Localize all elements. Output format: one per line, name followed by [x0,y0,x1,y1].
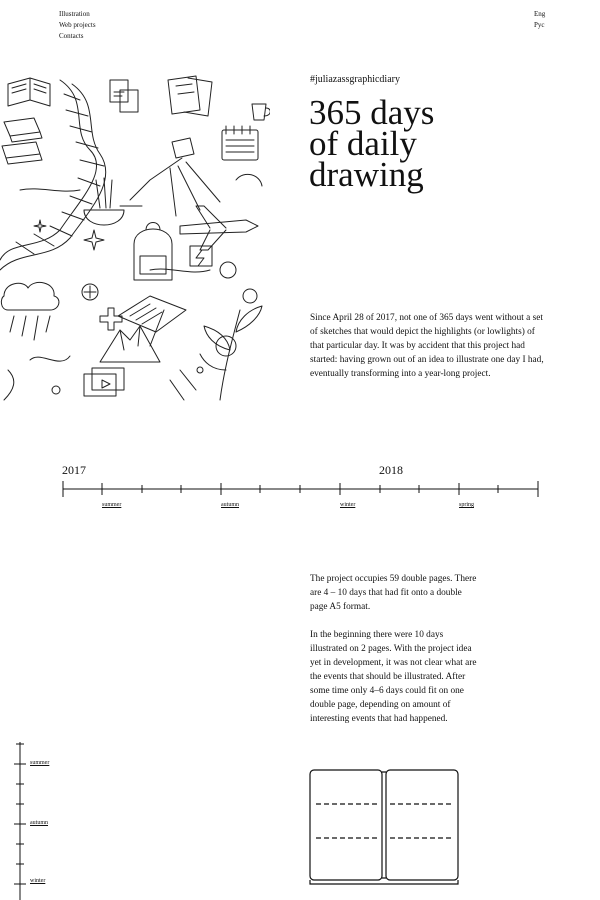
intro-paragraph: Since April 28 of 2017, not one of 365 days went without a set of sketches that would depict the highlights (or lowlights) of that particular day. It was by accident that this project had started: having grown out of an idea to illustrate one day I had, eventually transforming into a year-long project. [310,313,544,379]
timeline-season-winter[interactable]: winter [340,502,356,508]
desk-lamp-icon [120,138,220,216]
open-book-diagram [308,766,460,886]
misc-doodles [4,174,262,400]
doodle-illustration [0,70,270,410]
calendar-icon [222,126,258,160]
airplane-icon [180,206,258,250]
timeline-season-summer[interactable]: summer [102,502,122,508]
backpack-icon [134,223,172,281]
details-paragraph-1: The project occupies 59 double pages. There are 4 – 10 days that had fit onto a double page A5 format. [310,574,477,612]
plant-icon [200,306,262,400]
timeline-season-spring[interactable]: spring [459,502,474,508]
language-switcher [534,9,545,31]
hashtag: #juliazassgraphicdiary [310,74,400,85]
title-line: of daily [309,124,417,163]
ruler-season-winter[interactable]: winter [30,878,46,884]
main-nav [59,9,96,42]
ruler-season-autumn[interactable]: autumn [30,820,48,826]
nav-item-web-projects[interactable]: Web projects [59,21,96,29]
timeline-season-autumn[interactable]: autumn [221,502,239,508]
timeline-ruler [60,478,542,518]
timeline-year-2017: 2017 [62,463,86,477]
open-book-icon [8,78,50,106]
fruit-icon [82,262,257,303]
title-line: 365 days [309,93,435,132]
lang-rus[interactable]: Рус [534,21,545,29]
photo-cards-icon [84,368,124,396]
nav-item-contacts[interactable]: Contacts [59,32,84,40]
cloud-rain-icon [1,282,59,340]
mug-icon [252,104,270,120]
first-aid-icon [100,308,122,330]
details-paragraph-2: In the beginning there were 10 days illustrated on 2 pages. With the project idea yet in development, it was not clear what are the events that should be illustrated. After some time only 4–6 days could fit on one double page, depending on amount of interesting events that had happened. [310,630,477,724]
page-title [309,93,509,194]
ruler-season-summer[interactable]: summer [30,760,50,766]
title-line: drawing [309,155,424,194]
file-icons [110,80,138,112]
timeline-year-2018: 2018 [379,463,403,477]
books-stack-icon [2,118,42,164]
books-icon [168,76,212,116]
lang-eng[interactable]: Eng [534,10,546,18]
nav-item-illustration[interactable]: Illustration [59,10,90,18]
